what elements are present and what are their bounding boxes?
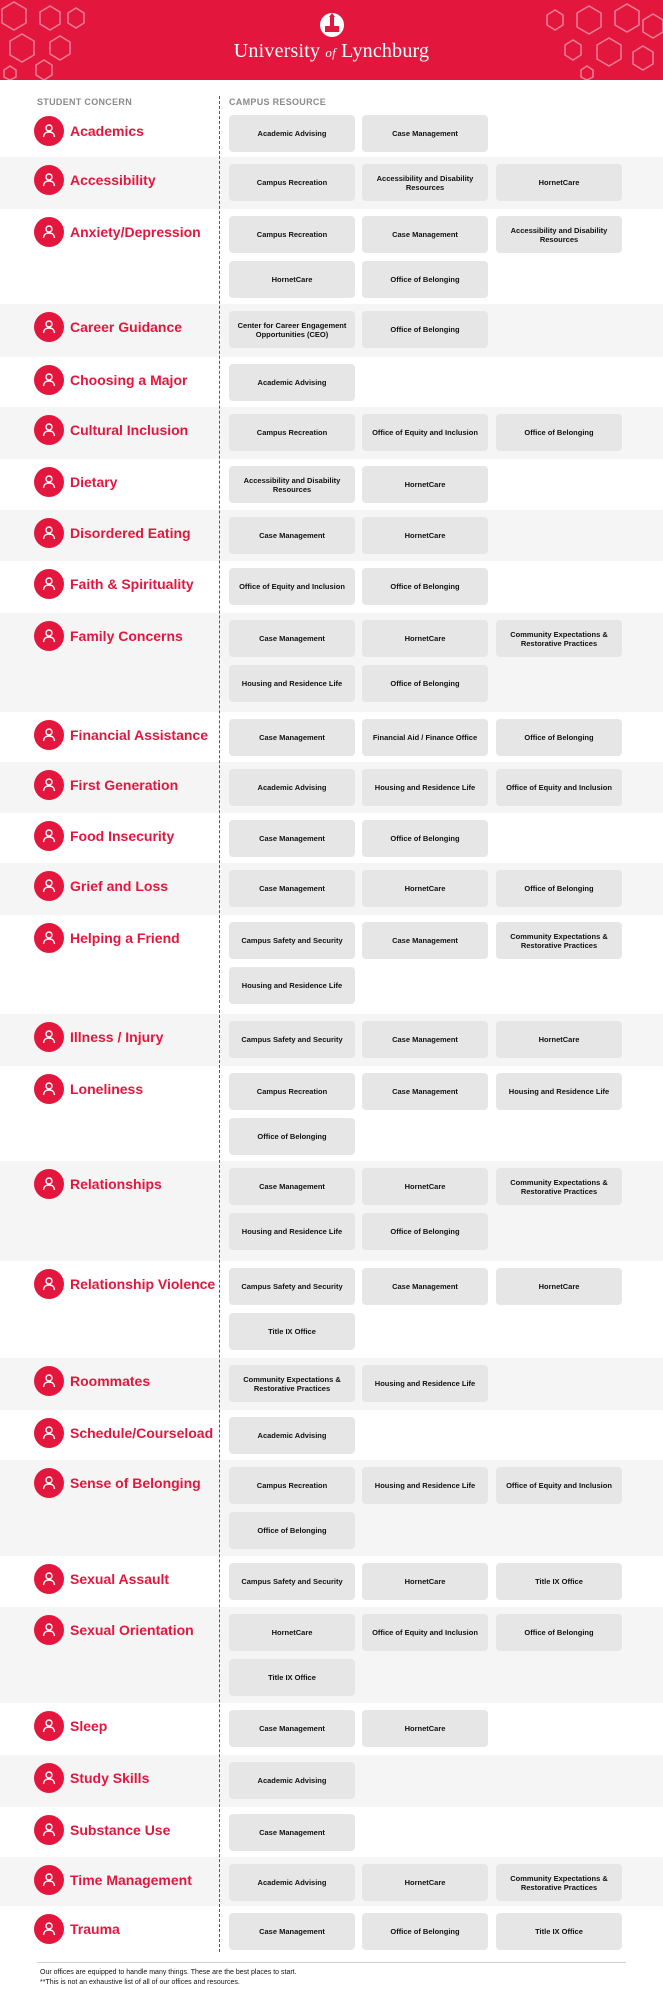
resource-chip[interactable]: Office of Equity and Inclusion — [362, 414, 488, 451]
food-bowl-icon — [34, 821, 64, 851]
ambulance-icon — [34, 1022, 64, 1052]
resource-chip[interactable]: Office of Belonging — [229, 1512, 355, 1549]
page-header — [0, 0, 663, 80]
resource-chip[interactable]: HornetCare — [362, 1710, 488, 1747]
books-icon — [34, 365, 64, 395]
concern-label: Cultural Inclusion — [70, 422, 189, 438]
concern-row — [0, 613, 663, 712]
concern-row — [0, 1755, 663, 1807]
concern-row — [0, 209, 663, 304]
resource-chip[interactable]: Housing and Residence Life — [362, 769, 488, 806]
concern-label: Schedule/Courseload — [70, 1425, 214, 1441]
resource-chip[interactable]: Center for Career Engagement Opportunities (CEO) — [229, 311, 355, 348]
theater-masks-icon — [34, 217, 64, 247]
resource-chip[interactable]: Accessibility and Disability Resources — [496, 216, 622, 253]
resource-chip[interactable]: Community Expectations & Restorative Practices — [496, 1864, 622, 1901]
concern-label: Anxiety/Depression — [70, 224, 201, 240]
resource-chip[interactable]: HornetCare — [496, 1268, 622, 1305]
resource-chip[interactable]: Campus Safety and Security — [229, 922, 355, 959]
graduation-cap-icon — [34, 116, 64, 146]
concern-label: Financial Assistance — [70, 727, 208, 743]
hourglass-icon — [34, 1865, 64, 1895]
resource-chip[interactable]: Office of Belonging — [362, 1213, 488, 1250]
person-fork-icon — [34, 518, 64, 548]
people-circle-icon — [34, 415, 64, 445]
concern-row — [0, 561, 663, 613]
concern-label: Family Concerns — [70, 628, 183, 644]
resource-chip[interactable]: Case Management — [229, 620, 355, 657]
group-icon — [34, 1366, 64, 1396]
concern-label: Roommates — [70, 1373, 151, 1389]
concern-label: Choosing a Major — [70, 372, 188, 388]
money-bag-icon — [34, 720, 64, 750]
resource-chip[interactable]: Title IX Office — [496, 1563, 622, 1600]
concern-row — [0, 510, 663, 561]
concern-label: Dietary — [70, 474, 118, 490]
chat-bubbles-icon — [34, 1074, 64, 1104]
resource-chip[interactable]: Case Management — [362, 922, 488, 959]
resource-chip[interactable]: Office of Belonging — [496, 870, 622, 907]
resource-chip[interactable]: Campus Safety and Security — [229, 1563, 355, 1600]
concern-label: Academics — [70, 123, 144, 139]
tombstone-icon — [34, 871, 64, 901]
resource-chip[interactable]: Housing and Residence Life — [362, 1365, 488, 1402]
heart-hands-icon — [34, 1914, 64, 1944]
concern-label: Faith & Spirituality — [70, 576, 194, 592]
column-divider — [219, 96, 220, 1952]
resource-chip[interactable]: Case Management — [362, 1021, 488, 1058]
resource-chip[interactable]: HornetCare — [362, 870, 488, 907]
concern-label: Relationship Violence — [70, 1276, 216, 1292]
bed-icon — [34, 1711, 64, 1741]
resource-chip[interactable]: HornetCare — [229, 261, 355, 298]
resource-chip[interactable]: HornetCare — [496, 1021, 622, 1058]
concern-row — [0, 1906, 663, 1958]
resource-chip[interactable]: Case Management — [229, 1913, 355, 1950]
footnote-primary: Our offices are equipped to handle many things. These are the best places to start. — [40, 1969, 297, 1976]
person-circle-icon — [34, 1564, 64, 1594]
resource-chip[interactable]: Academic Advising — [229, 1864, 355, 1901]
resource-chip[interactable]: Campus Recreation — [229, 1073, 355, 1110]
concern-row — [0, 1161, 663, 1261]
resource-chip[interactable]: Academic Advising — [229, 769, 355, 806]
star-person-icon — [34, 770, 64, 800]
resource-chip[interactable]: Community Expectations & Restorative Practices — [496, 1168, 622, 1205]
resource-chip[interactable]: Case Management — [229, 517, 355, 554]
resource-chip[interactable]: Campus Recreation — [229, 1467, 355, 1504]
broken-hands-icon — [34, 1269, 64, 1299]
concern-row — [0, 762, 663, 813]
resource-chip[interactable]: Housing and Residence Life — [229, 665, 355, 702]
resource-chip[interactable]: HornetCare — [362, 1563, 488, 1600]
concern-row — [0, 1703, 663, 1755]
concern-label: Sexual Assault — [70, 1571, 170, 1587]
resource-chip[interactable]: Housing and Residence Life — [229, 967, 355, 1004]
concern-row — [0, 1014, 663, 1066]
resource-chip[interactable]: HornetCare — [229, 1614, 355, 1651]
resource-chip[interactable]: Campus Recreation — [229, 164, 355, 201]
resource-chip[interactable]: Office of Belonging — [362, 568, 488, 605]
concern-label: Accessibility — [70, 172, 156, 188]
concern-row — [0, 1607, 663, 1703]
resource-chip[interactable]: Accessibility and Disability Resources — [362, 164, 488, 201]
concern-label: Disordered Eating — [70, 525, 191, 541]
concern-row — [0, 915, 663, 1014]
concern-label: Relationships — [70, 1176, 162, 1192]
resource-chip[interactable]: Community Expectations & Restorative Practices — [229, 1365, 355, 1402]
concern-row — [0, 1556, 663, 1607]
concern-row — [0, 459, 663, 510]
concern-label: Helping a Friend — [70, 930, 180, 946]
resource-chip[interactable]: Office of Belonging — [496, 414, 622, 451]
resource-chip[interactable]: Case Management — [229, 820, 355, 857]
resource-chip[interactable]: HornetCare — [362, 1168, 488, 1205]
resource-chip[interactable]: Case Management — [229, 870, 355, 907]
resource-chip[interactable]: Case Management — [229, 719, 355, 756]
resource-chip[interactable]: HornetCare — [362, 620, 488, 657]
meditation-icon — [34, 569, 64, 599]
resource-chip[interactable]: Office of Belonging — [496, 1614, 622, 1651]
family-icon — [34, 621, 64, 651]
food-cloche-icon — [34, 467, 64, 497]
resource-chip[interactable]: Housing and Residence Life — [496, 1073, 622, 1110]
concern-label: Sense of Belonging — [70, 1475, 201, 1491]
concern-label: Sexual Orientation — [70, 1622, 194, 1638]
resource-chip[interactable]: Housing and Residence Life — [229, 1213, 355, 1250]
resource-chip[interactable]: Campus Safety and Security — [229, 1021, 355, 1058]
resource-chip[interactable]: Office of Belonging — [362, 1913, 488, 1950]
concern-label: Trauma — [70, 1921, 120, 1937]
concern-row — [0, 1460, 663, 1556]
resource-chip[interactable]: Office of Belonging — [362, 665, 488, 702]
concern-row — [0, 357, 663, 407]
resource-chip[interactable]: Academic Advising — [229, 115, 355, 152]
resource-chip[interactable]: Case Management — [229, 1168, 355, 1205]
resource-chip[interactable]: Academic Advising — [229, 364, 355, 401]
concern-label: First Generation — [70, 777, 179, 793]
concern-row — [0, 407, 663, 459]
concern-row — [0, 157, 663, 209]
resource-chip[interactable]: Office of Equity and Inclusion — [362, 1614, 488, 1651]
resource-chip[interactable]: Case Management — [229, 1710, 355, 1747]
couple-icon — [34, 1169, 64, 1199]
resource-chip[interactable]: Case Management — [362, 216, 488, 253]
concern-row — [0, 863, 663, 915]
concern-label: Loneliness — [70, 1081, 144, 1097]
concern-label: Study Skills — [70, 1770, 150, 1786]
resource-chip[interactable]: HornetCare — [362, 1864, 488, 1901]
concern-row — [0, 108, 663, 157]
footnote-secondary: **This is not an exhaustive list of all of our offices and resources. — [40, 1979, 240, 1986]
gender-symbols-icon — [34, 1615, 64, 1645]
resource-chip[interactable]: Office of Equity and Inclusion — [496, 769, 622, 806]
resource-chip[interactable]: Office of Belonging — [229, 1118, 355, 1155]
resource-chip[interactable]: Office of Belonging — [496, 719, 622, 756]
resource-chip[interactable]: Case Management — [362, 1268, 488, 1305]
footnote-divider — [37, 1962, 626, 1963]
resource-chip[interactable]: Community Expectations & Restorative Practices — [496, 620, 622, 657]
university-logo[interactable] — [0, 12, 663, 63]
resource-chip[interactable]: Office of Belonging — [362, 261, 488, 298]
resource-chip[interactable]: Title IX Office — [229, 1659, 355, 1696]
resource-chip[interactable]: Community Expectations & Restorative Practices — [496, 922, 622, 959]
resource-chip[interactable]: Office of Belonging — [362, 311, 488, 348]
resource-chip[interactable]: Case Management — [362, 115, 488, 152]
checklist-icon — [34, 1418, 64, 1448]
concern-row — [0, 1358, 663, 1410]
concern-label: Substance Use — [70, 1822, 171, 1838]
resource-chip[interactable]: Case Management — [229, 1814, 355, 1851]
resource-chip[interactable]: Campus Safety and Security — [229, 1268, 355, 1305]
resource-chip[interactable]: Office of Belonging — [362, 820, 488, 857]
handshake-icon — [34, 923, 64, 953]
resource-chip[interactable]: Academic Advising — [229, 1762, 355, 1799]
campus-resource-column-header: CAMPUS RESOURCE — [229, 97, 327, 107]
concern-label: Illness / Injury — [70, 1029, 164, 1045]
concern-row — [0, 1410, 663, 1460]
resource-chip[interactable]: Financial Aid / Finance Office — [362, 719, 488, 756]
resource-chip[interactable]: Office of Equity and Inclusion — [229, 568, 355, 605]
concern-label: Food Insecurity — [70, 828, 175, 844]
resource-chip[interactable]: Academic Advising — [229, 1417, 355, 1454]
concern-row — [0, 1261, 663, 1358]
concern-row — [0, 1857, 663, 1906]
resource-chip[interactable]: Case Management — [362, 1073, 488, 1110]
concern-row — [0, 304, 663, 357]
concern-label: Sleep — [70, 1718, 108, 1734]
university-wordmark: University of Lynchburg — [233, 40, 430, 62]
resource-chip[interactable]: HornetCare — [496, 164, 622, 201]
resource-chip[interactable]: HornetCare — [362, 517, 488, 554]
network-people-icon — [34, 1468, 64, 1498]
resource-chip[interactable]: Campus Recreation — [229, 414, 355, 451]
concern-row — [0, 1807, 663, 1857]
briefcase-person-icon — [34, 312, 64, 342]
resource-chip[interactable]: Accessibility and Disability Resources — [229, 466, 355, 503]
resource-chip[interactable]: Housing and Residence Life — [362, 1467, 488, 1504]
resource-chip[interactable]: Title IX Office — [229, 1313, 355, 1350]
wheelchair-icon — [34, 165, 64, 195]
concern-row — [0, 813, 663, 863]
concern-label: Grief and Loss — [70, 878, 169, 894]
concern-row — [0, 712, 663, 762]
concern-row — [0, 1066, 663, 1161]
resource-chip[interactable]: HornetCare — [362, 466, 488, 503]
bottle-icon — [34, 1815, 64, 1845]
concern-label: Time Management — [70, 1872, 192, 1888]
notebook-pen-icon — [34, 1763, 64, 1793]
resource-chip[interactable]: Title IX Office — [496, 1913, 622, 1950]
resource-chip[interactable]: Campus Recreation — [229, 216, 355, 253]
resource-chip[interactable]: Office of Equity and Inclusion — [496, 1467, 622, 1504]
bell-tower-logo-icon — [319, 12, 345, 38]
concern-label: Career Guidance — [70, 319, 183, 335]
student-concern-column-header: STUDENT CONCERN — [37, 97, 133, 107]
